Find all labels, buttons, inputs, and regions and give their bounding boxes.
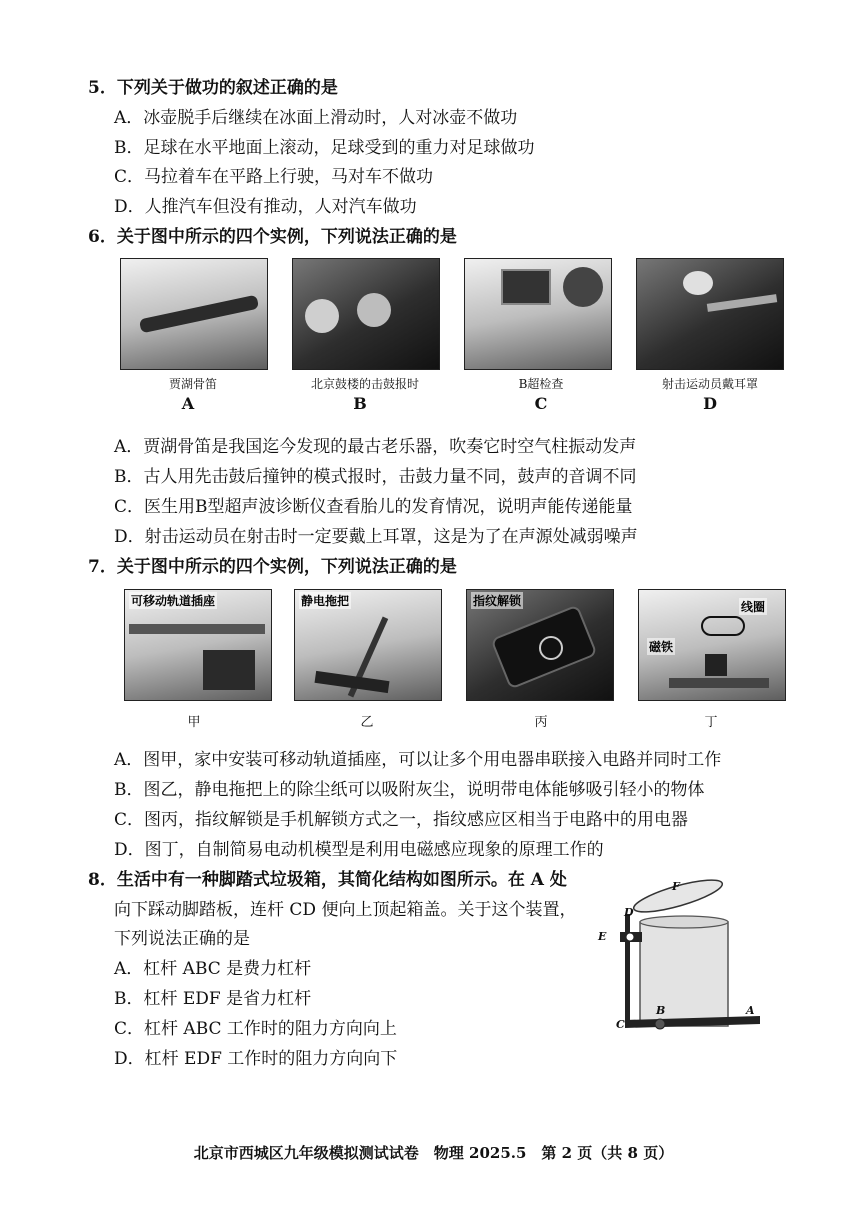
figure-letter-c: C <box>534 394 548 413</box>
figure-caption-a: 贾湖骨笛 <box>168 377 217 391</box>
figure-caption-c: B超检查 <box>518 377 564 391</box>
q7-option-b: B．图乙，静电拖把上的除尘纸可以吸附灰尘，说明带电体能够吸引轻小的物体 <box>114 780 705 800</box>
figure-caption-d: 射击运动员戴耳罩 <box>661 377 758 391</box>
bone-flute-photo <box>120 258 268 370</box>
q7-option-d: D．图丁，自制简易电动机模型是利用电磁感应现象的原理工作的 <box>114 840 604 860</box>
static-mop-photo <box>294 589 442 701</box>
figure-letter-d: D <box>703 394 717 413</box>
q6-stem: 6．关于图中所示的四个实例，下列说法正确的是 <box>88 227 457 247</box>
label-b: B <box>656 1004 666 1017</box>
q8-stem-line-1: 8．生活中有一种脚踏式垃圾箱，其简化结构如图所示。在 A 处 <box>88 870 567 890</box>
q6-option-b: B．古人用先击鼓后撞钟的模式报时，击鼓力量不同，鼓声的音调不同 <box>114 467 637 487</box>
figure-caption-b: 北京鼓楼的击鼓报时 <box>310 377 419 391</box>
photo-label-static-mop: 静电拖把 <box>301 594 350 608</box>
q8-option-b: B．杠杆 EDF 是省力杠杆 <box>114 989 312 1009</box>
q6-option-d: D．射击运动员在射击时一定要戴上耳罩，这是为了在声源处减弱噪声 <box>114 527 638 547</box>
label-f: F <box>672 880 680 893</box>
figure-mark-bing: 丙 <box>534 715 548 730</box>
q5-option-c: C．马拉着车在平路上行驶，马对车不做功 <box>114 167 434 187</box>
q6-option-a: A．贾湖骨笛是我国迄今发现的最古老乐器，吹奏它时空气柱振动发声 <box>114 437 637 457</box>
q5-option-a: A．冰壶脱手后继续在冰面上滑动时，人对冰壶不做功 <box>114 108 518 128</box>
q8-option-c: C．杠杆 ABC 工作时的阻力方向向上 <box>114 1019 397 1039</box>
shooter-photo <box>636 258 784 370</box>
magnet-label: 磁铁 <box>649 640 674 654</box>
motor-model-photo <box>638 589 786 701</box>
q7-stem: 7．关于图中所示的四个实例，下列说法正确的是 <box>88 557 457 577</box>
fingerprint-photo <box>466 589 614 701</box>
figure-mark-jia: 甲 <box>187 715 201 730</box>
track-socket-photo <box>124 589 272 701</box>
figure-mark-yi: 乙 <box>360 715 374 730</box>
label-d: D <box>624 906 634 919</box>
q5-option-d: D．人推汽车但没有推动，人对汽车做功 <box>114 197 417 217</box>
q8-stem-line-3: 下列说法正确的是 <box>114 929 250 949</box>
q7-option-c: C．图丙，指纹解锁是手机解锁方式之一，指纹感应区相当于电路中的用电器 <box>114 810 689 830</box>
q5-option-b: B．足球在水平地面上滚动，足球受到的重力对足球做功 <box>114 138 535 158</box>
q5-stem: 5．下列关于做功的叙述正确的是 <box>88 78 338 98</box>
q8-stem-line-2: 向下踩动脚踏板，连杆 CD 便向上顶起箱盖。关于这个装置， <box>114 900 577 920</box>
q8-option-d: D．杠杆 EDF 工作时的阻力方向向下 <box>114 1049 398 1069</box>
label-e: E <box>598 930 607 943</box>
q7-option-a: A．图甲，家中安装可移动轨道插座，可以让多个用电器串联接入电路并同时工作 <box>114 750 722 770</box>
figure-letter-a: A <box>181 394 195 413</box>
drum-tower-photo <box>292 258 440 370</box>
q8-option-a: A．杠杆 ABC 是费力杠杆 <box>114 959 312 979</box>
q6-option-c: C．医生用B型超声波诊断仪查看胎儿的发育情况，说明声能传递能量 <box>114 497 633 517</box>
photo-label-track-socket: 可移动轨道插座 <box>131 594 216 608</box>
label-a: A <box>746 1004 755 1017</box>
label-c: C <box>616 1018 625 1031</box>
ultrasound-photo <box>464 258 612 370</box>
trash-can-diagram <box>600 870 780 1060</box>
coil-icon <box>701 616 745 636</box>
photo-label-fingerprint: 指纹解锁 <box>473 594 522 608</box>
figure-letter-b: B <box>353 394 367 413</box>
page-footer: 北京市西城区九年级模拟测试试卷 物理 2025.5 第 2 页（共 8 页） <box>193 1144 674 1162</box>
coil-label: 线圈 <box>741 600 766 614</box>
figure-mark-ding: 丁 <box>704 715 718 730</box>
